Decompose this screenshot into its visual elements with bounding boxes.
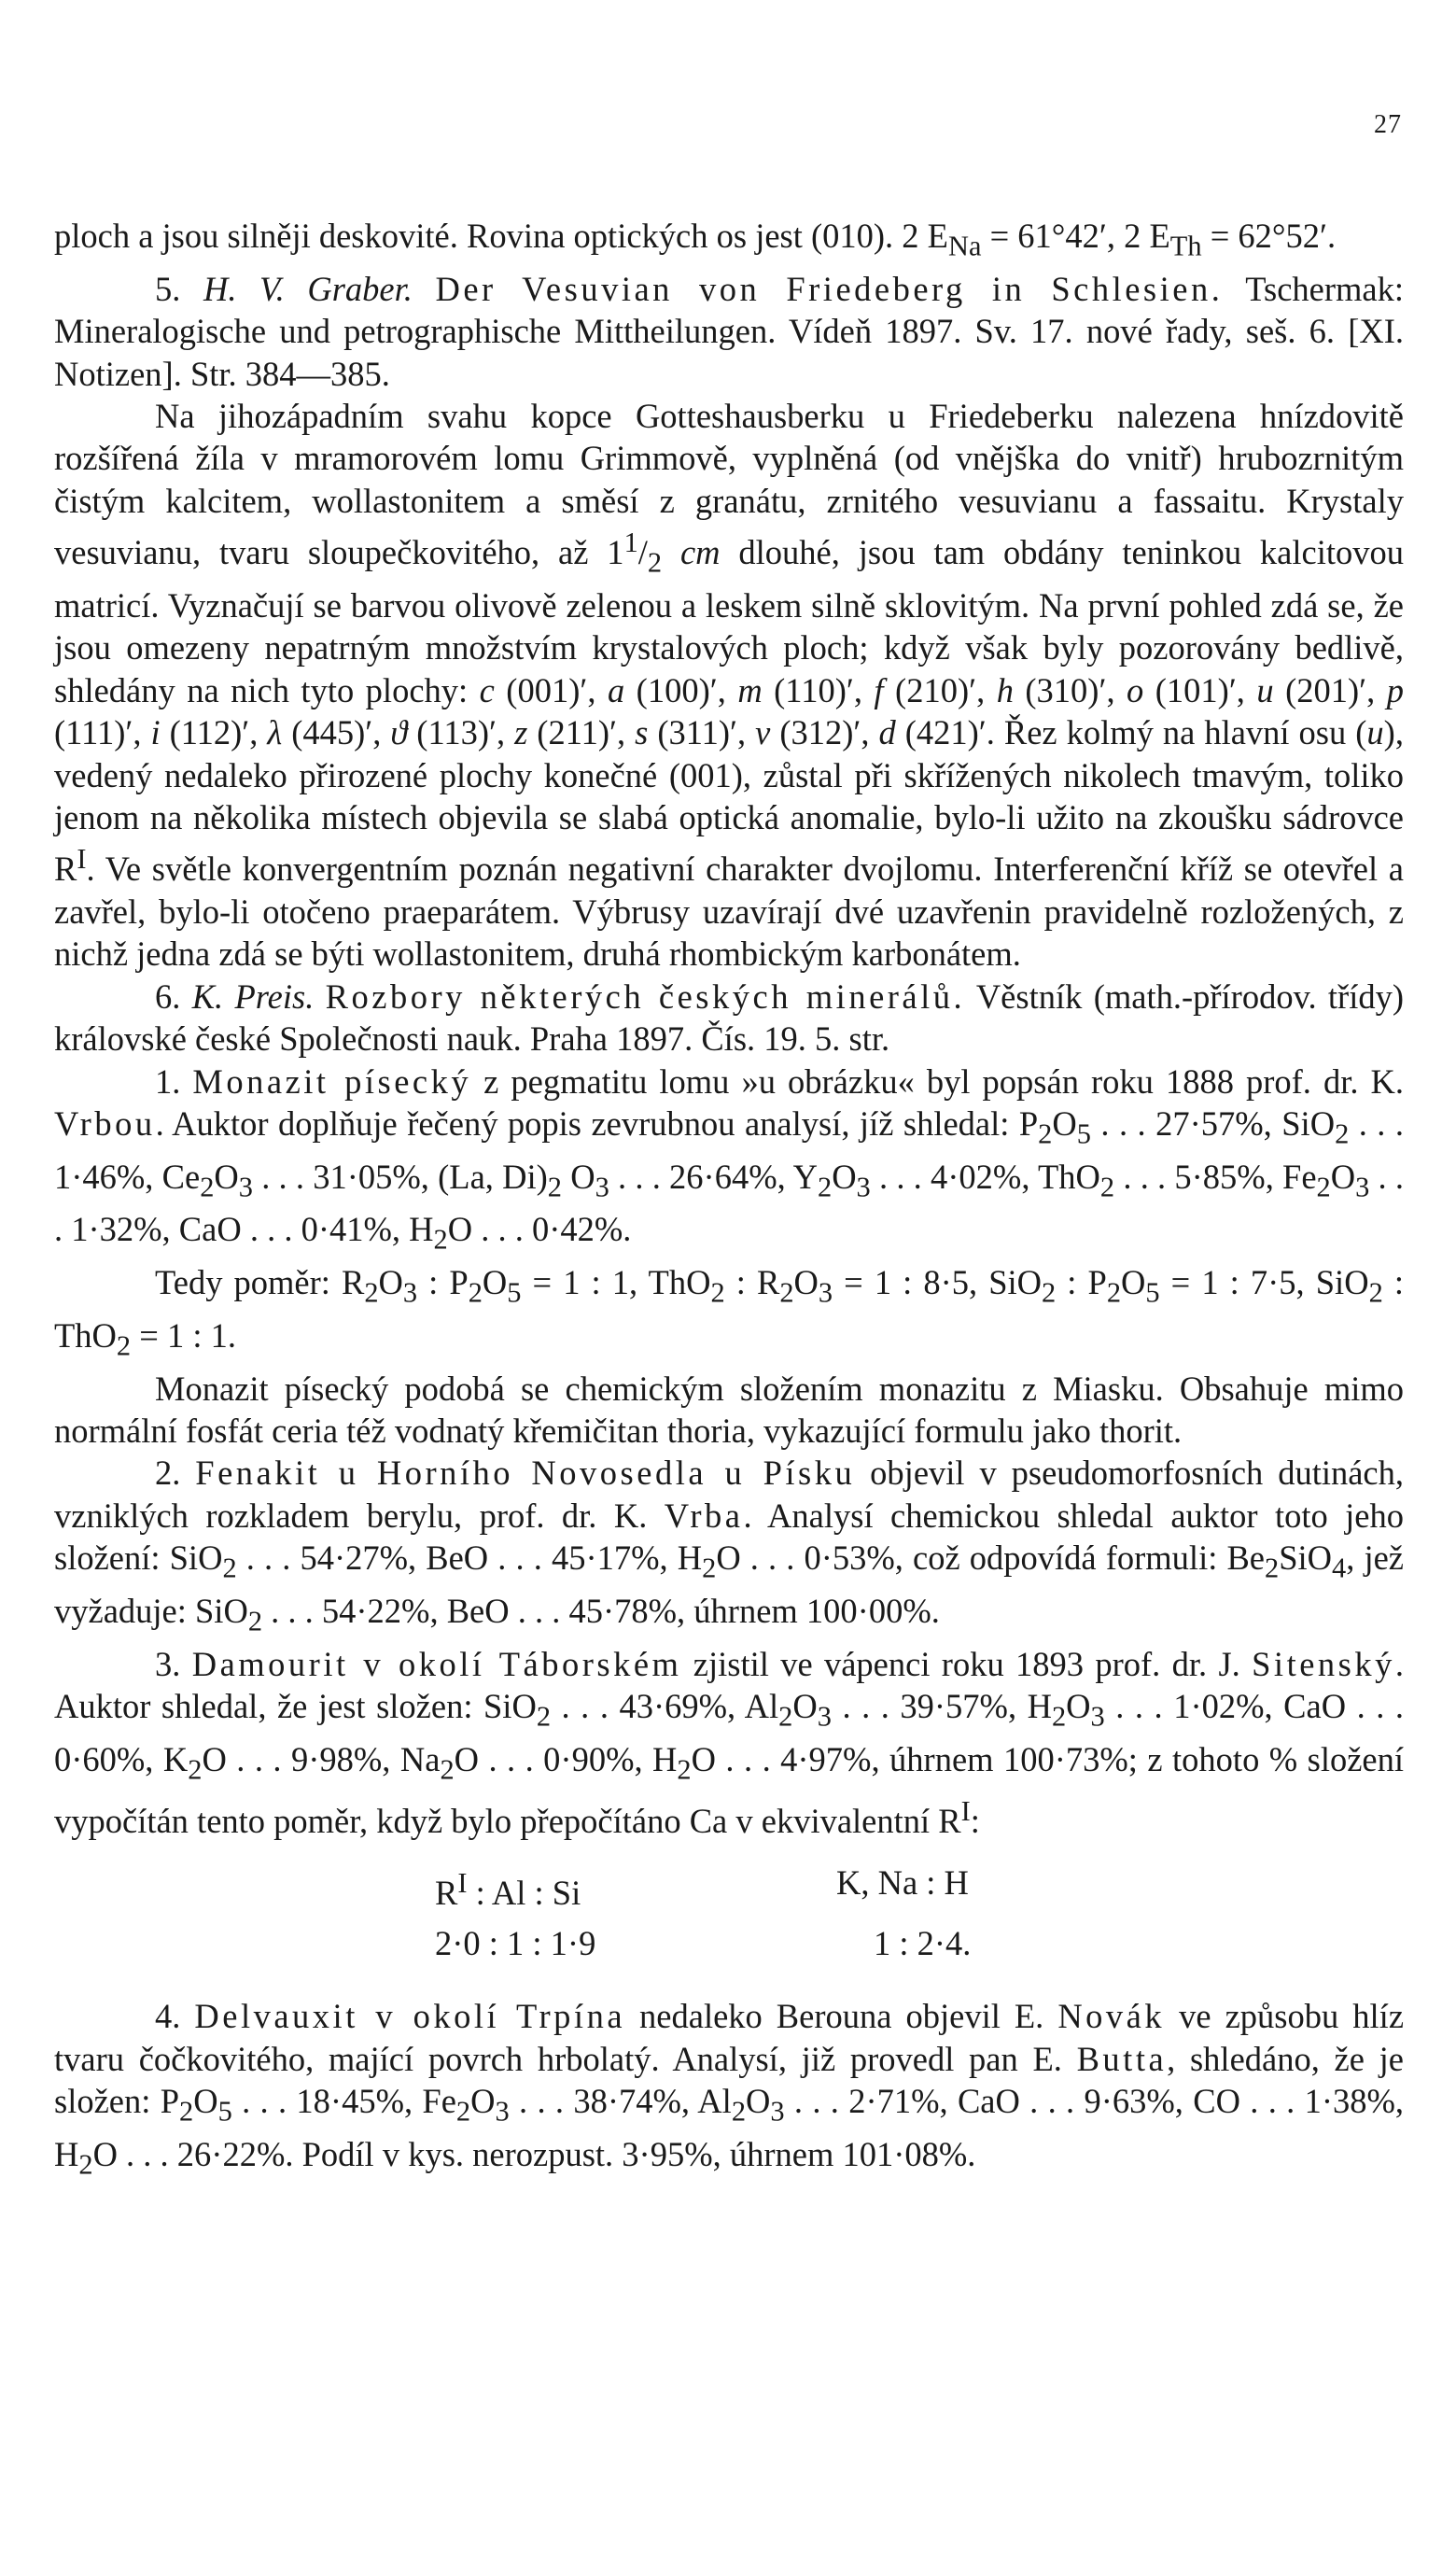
ratio-value-a: 2·0 : 1 : 1·9 xyxy=(435,1924,596,1963)
body-text xyxy=(54,215,1404,2185)
paragraph-optics: ploch a jsou silněji deskovité. Rovina optických os jest (010). 2 $E_{Na} = 61^\circ 42'$, 2 $E_{Th} = 62^\circ 52'$. xyxy=(54,217,1337,262)
paragraph-ref-preis: 6. K. Preis. Rozbory některých českých minerálů. Věstník (math.-přírodov. třídy) královské české Společnosti nauk. Praha 1897. Čís. 19. 5. str. xyxy=(54,976,1404,1059)
paragraph-monazit-compare: Monazit písecký podobá se chemickým složením monazitu z Miasku. Obsahuje mimo normální fosfát ceria též vodnatý křemičitan thoria, vykazující formulu jako thorit. xyxy=(54,1369,1404,1450)
paragraph-damourit: 3. Damourit v okolí Táborském zjistil ve vápenci roku 1893 prof. dr. J. Sitenský. Auktor shledal, že jest složen: SiO$_2$ . . . 43·69%, $Al_2O_3$ . . . 39·57%, $H_2O_3$ . . . 1·02%, CaO . . . 0·60%, $K_2O$ . . . 9·98%, $Na_2O$ . . . 0·90%, $H_2O$ . . . 4·97%, úhrnem 100·73%; z tohoto % složení vypočítán tento poměr, když bylo přepočítáno Ca v ekvivalentní $R^I$: xyxy=(54,1644,1405,1841)
ratio-value-b: 1 : 2·4. xyxy=(874,1924,972,1963)
paragraph-ratio: Tedy poměr: $R_2O_3$ : $P_2O_5 = 1$ : 1, ThO$_2$ : $R_2O_3 = 1$ : 8·5, SiO$_2$ : $P_2O_5 = 1$ : 7·5, SiO$_2$ : ThO$_2$ = 1 : 1. xyxy=(54,1263,1404,1362)
page-number: 27 xyxy=(1374,110,1402,139)
ratio-label-a: $R^I$ : Al : Si xyxy=(435,1866,581,1913)
paragraph-ref-graber: 5. H. V. Graber. Der Vesuvian von Friedeberg in Schlesien. Tschermak: Mineralogische und petrographische Mittheilungen. Vídeň 1897. Sv. 17. nové řady, seš. 6. [XI. Notizen]. Str. 384—385. xyxy=(54,269,1405,393)
paragraph-fenakit: 2. Fenakit u Horního Novosedla u Písku objevil v pseudomorfosních dutinách, vzniklých rozkladem berylu, prof. dr. K. Vrba. Analysí chemickou shledal auktor toto jeho složení: SiO$_2$ . . . 54·27%, BeO . . . 45·17%, $H_2O$ . . . 0·53%, což odpovídá formuli: $Be_2SiO_4$, jež vyžaduje: SiO$_2$ . . . 54·22%, BeO . . . 45·78%, úhrnem 100·00%. xyxy=(54,1454,1405,1637)
ratio-table xyxy=(435,1858,1404,1969)
paragraph-monazit: 1. Monazit písecký z pegmatitu lomu »u obrázku« byl popsán roku 1888 prof. dr. K. Vrbou. Auktor doplňuje řečený popis zevrubnou analysí, jíž shledal: $P_2O_5$ . . . 27·57%, SiO$_2$ . . . 1·46%, $Ce_2O_3$ . . . 31·05%, (La, $Di)_2$ $O_3$ . . . 26·64%, $Y_2O_3$ . . . 4·02%, ThO$_2$ . . . 5·85%, $Fe_2O_3$ . . . 1·32%, CaO . . . 0·41%, $H_2O$ . . . 0·42%. xyxy=(54,1061,1405,1256)
paragraph-vesuvian: Na jihozápadním svahu kopce Gotteshausberku u Friedeberku nalezena hnízdovitě rozšířená žíla v mramorovém lomu Grimmově, vyplněná (od vnějška do vnitř) hrubozrnitým čistým kalcitem, wollastonitem a směsí z granátu, zrnitého vesuvianu a fassaitu. Krystaly vesuvianu, tvaru sloupečkovitého, až $1^1/_2$ cm dlouhé, jsou tam obdány teninkou kalcitovou matricí. Vyznačují se barvou olivově zelenou a leskem silně sklovitým. Na první pohled zdá se, že jsou omezeny nepatrným množstvím krystalových ploch; když však byly pozorovány bedlivě, shledány na nich tyto plochy: c (001)′, a (100)′, m (110)′, f (210)′, h (310)′, o (101)′, u (201)′, p (111)′, i (112)′, λ (445)′, ϑ (113)′, z (211)′, s (311)′, v (312)′, d (421)′. Řez kolmý na hlavní osu (u), vedený nedaleko přirozené plochy konečné (001), zůstal při skřížených nikolech tmavým, toliko jenom na několika místech objevila se slabá optická anomalie, bylo-li užito na zkoušku sádrovce $R^I$. Ve světle konvergentním poznán negativní charakter dvojlomu. Interferenční kříž se otevřel a zavřel, bylo-li otočeno praeparátem. Výbrusy uzavírají dvé uzavřenin pravidelně rozložených, z nichž jedna zdá se býti wollastonitem, druhá rhombickým karbonátem. xyxy=(54,396,1405,974)
paragraph-delvauxit: 4. Delvauxit v okolí Trpína nedaleko Berouna objevil E. Novák ve způsobu hlíz tvaru čočkovitého, mající povrch hrbolatý. Analysí, již provedl pan E. Butta, shledáno, že je složen: $P_2O_5$ . . . 18·45%, $Fe_2O_3$ . . . 38·74%, $Al_2O_3$ . . . 2·71%, CaO . . . 9·63%, CO . . . 1·38%, $H_2O$ . . . 26·22%. Podíl v kys. nerozpust. 3·95%, úhrnem 101·08%. xyxy=(54,1997,1405,2180)
ratio-label-b: K, Na : H xyxy=(836,1862,969,1902)
